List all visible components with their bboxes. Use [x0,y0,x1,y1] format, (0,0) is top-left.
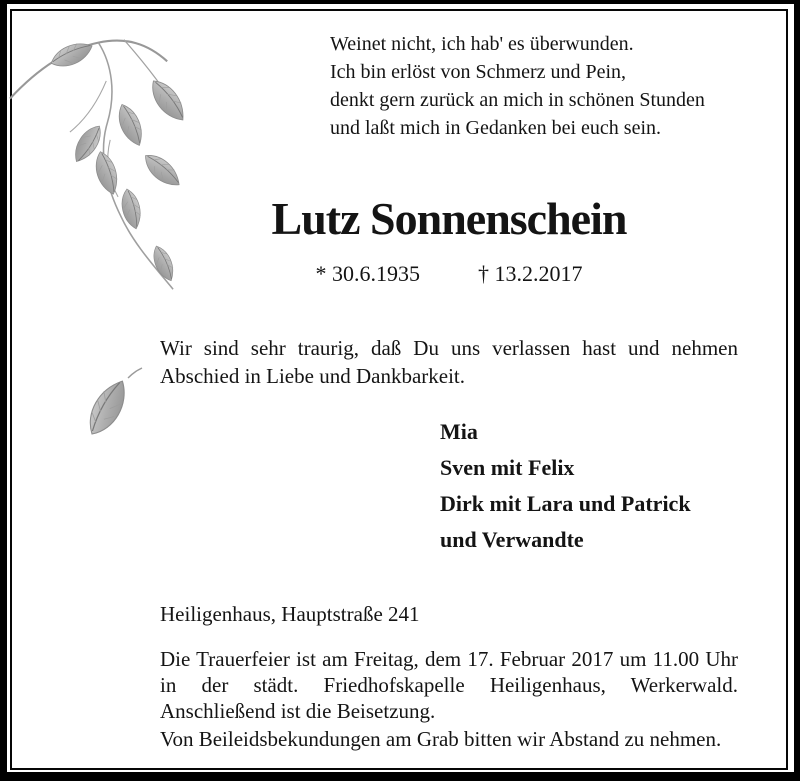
poem-line: Weinet nicht, ich hab' es überwunden. [330,33,634,55]
address-line: Heiligenhaus, Hauptstraße 241 [160,602,420,626]
mourner-line: Mia [440,419,478,444]
outer-frame-left [0,0,7,781]
condolence-text: Wir sind sehr traurig, daß Du uns verlassen hast und nehmen Abschied in Liebe und Dankbarkeit. [160,336,738,388]
outer-frame-bottom [0,772,800,781]
poem-line: und laßt mich in Gedanken bei euch sein. [330,117,662,139]
mourners-block [440,414,691,558]
deceased-name: Lutz Sonnenschein [271,193,627,244]
birth-date: * 30.6.1935 [315,261,420,286]
mourner-line: Sven mit Felix [440,455,575,480]
poem-line: denkt gern zurück an mich in schönen Stunden [330,89,705,111]
single-leaf-illustration [76,366,148,454]
poem-line: Ich bin erlöst von Schmerz und Pein, [330,61,627,83]
closing-note: Von Beileidsbekundungen am Grab bitten wir Abstand zu nehmen. [160,727,722,751]
funeral-info: Die Trauerfeier ist am Freitag, dem 17. Februar 2017 um 11.00 Uhr in der städt. Friedhofskapelle Heiligenhaus, Werkerwald. Anschließend ist die Beisetzung. [160,647,738,723]
death-date: † 13.2.2017 [478,261,583,286]
outer-frame-right [794,0,800,781]
mourner-line: und Verwandte [440,527,584,552]
life-dates [160,261,738,287]
mourner-line: Dirk mit Lara und Patrick [440,491,691,516]
poem-block [330,30,705,142]
outer-frame-top [0,0,800,4]
